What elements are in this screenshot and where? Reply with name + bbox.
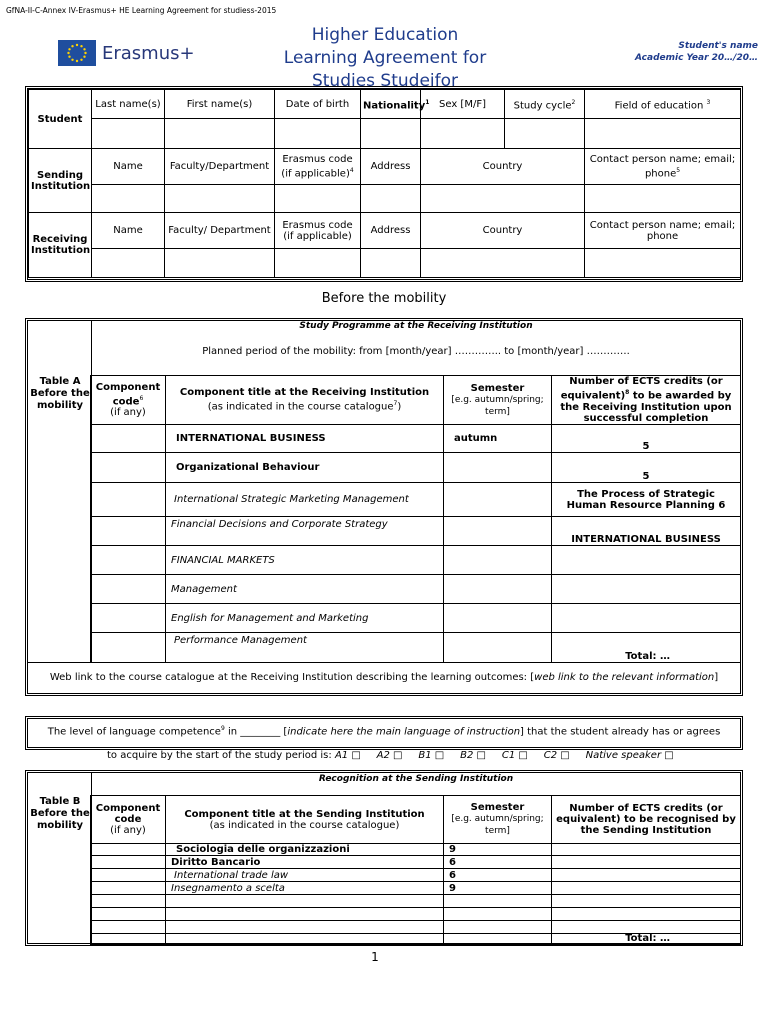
table-b-total: Total: … (552, 934, 741, 945)
document-code: GfNA-II-C-Annex IV-Erasmus+ HE Learning Agreement for studiess-2015 (6, 6, 277, 15)
table-b (90, 795, 741, 945)
table-row: Financial Decisions and Corporate Strategy INTERNATIONAL BUSINESS (91, 517, 741, 546)
table-row (91, 895, 741, 908)
table-row (91, 921, 741, 934)
table-row: English for Management and Marketing (91, 604, 741, 633)
table-row: Performance Management Total: … (91, 633, 741, 663)
planned-period: Planned period of the mobility: from [month/year] ………….. to [month/year] …………. (202, 346, 630, 357)
table-row: International trade law 6 (91, 869, 741, 882)
table-a-side-box (28, 321, 92, 662)
last-name-cell[interactable] (92, 119, 165, 149)
table-a-side-label: Table A Before the mobility (30, 376, 90, 411)
field-cell[interactable] (585, 119, 741, 149)
eu-flag-icon (58, 40, 96, 66)
web-link-row: Web link to the course catalogue at the Receiving Institution describing the learning outcomes: [web link to the relevant information] (28, 662, 740, 693)
table-row (91, 908, 741, 921)
nationality-cell[interactable] (361, 119, 421, 149)
table-row: INTERNATIONAL BUSINESS autumn 5 (91, 425, 741, 453)
component-title-header: Component title at the Receiving Institution (as indicated in the course catalogue$^7$) (166, 376, 444, 425)
student-label: Student (29, 90, 92, 149)
section-heading: Before the mobility (321, 291, 447, 306)
language-box: The level of language competence$^9$ in ________ [indicate here the main language of instruction] that the student already has or agrees to acquire by the start of the study period is: A1 □ A2 □ B1 □ B2 □ C1 □ C2 □ Native speaker □ (25, 716, 743, 750)
table-row: Organizational Behaviour 5 (91, 453, 741, 483)
first-name-cell[interactable] (165, 119, 275, 149)
web-link[interactable]: web link to the relevant information (534, 672, 715, 683)
page-title: Higher Education Learning Agreement for Studies Studeifor (283, 25, 487, 91)
table-a (90, 375, 741, 663)
table-b-caption: Recognition at the Sending Institution (318, 774, 514, 784)
student-name-label: Student's name (678, 41, 758, 51)
table-a-total: Total: … (552, 633, 741, 663)
component-code-header: Component code (if any) (91, 796, 166, 844)
page-number: 1 (371, 950, 379, 964)
component-code-header: Component code$^6$ (if any) (91, 376, 166, 425)
header-right (635, 40, 758, 64)
table-row: Management (91, 575, 741, 604)
table-a-caption: Study Programme at the Receiving Institution (299, 321, 533, 331)
ects-header: Number of ECTS credits (or equivalent) to be recognised by the Sending Institution (552, 796, 741, 844)
table-row: Diritto Bancario 6 (91, 856, 741, 869)
receiving-label: Receiving Institution (29, 213, 92, 278)
academic-year-label: Academic Year 20…/20… (634, 53, 758, 63)
table-row: Sociologia delle organizzazioni 9 (91, 844, 741, 856)
table-row (91, 934, 741, 945)
semester-header: Semester [e.g. autumn/spring; term] (444, 796, 552, 844)
table-row: Insegnamento a scelta 9 (91, 882, 741, 895)
component-title-header: Component title at the Sending Institution (as indicated in the course catalogue) (166, 796, 444, 844)
table-row: FINANCIAL MARKETS (91, 546, 741, 575)
birth-date-cell[interactable] (275, 119, 361, 149)
erasmus-logo-text: Erasmus+ (102, 43, 195, 64)
table-row: International Strategic Marketing Management The Process of Strategic Human Resource Planning 6 (91, 483, 741, 517)
sex-cell[interactable] (421, 119, 505, 149)
language-level-checkboxes[interactable]: A1 □ A2 □ B1 □ B2 □ C1 □ C2 □ Native speaker □ (334, 750, 674, 762)
semester-header: Semester [e.g. autumn/spring; term] (444, 376, 552, 425)
ects-header: Number of ECTS credits (or equivalent)$^8$ to be awarded by the Receiving Institution upon successful completion (552, 376, 741, 425)
sending-label: Sending Institution (29, 149, 92, 213)
student-table: Student Last name(s) First name(s) Date of birth Nationality$^1$ Sex [M/F] Study cycle$^2$ Field of education $^3$ Sending Institution Name Faculty/Department Erasmus code (if applicable)$^4$ Address Country Contact person name; email; phone$^5$ Receiving Institution Name Faculty/ Department Erasmus code (if applicable) Address Country Contact person name; email; phone (28, 89, 741, 278)
study-cycle-cell[interactable] (505, 119, 585, 149)
table-b-side-label: Table B Before the mobility (30, 796, 90, 831)
